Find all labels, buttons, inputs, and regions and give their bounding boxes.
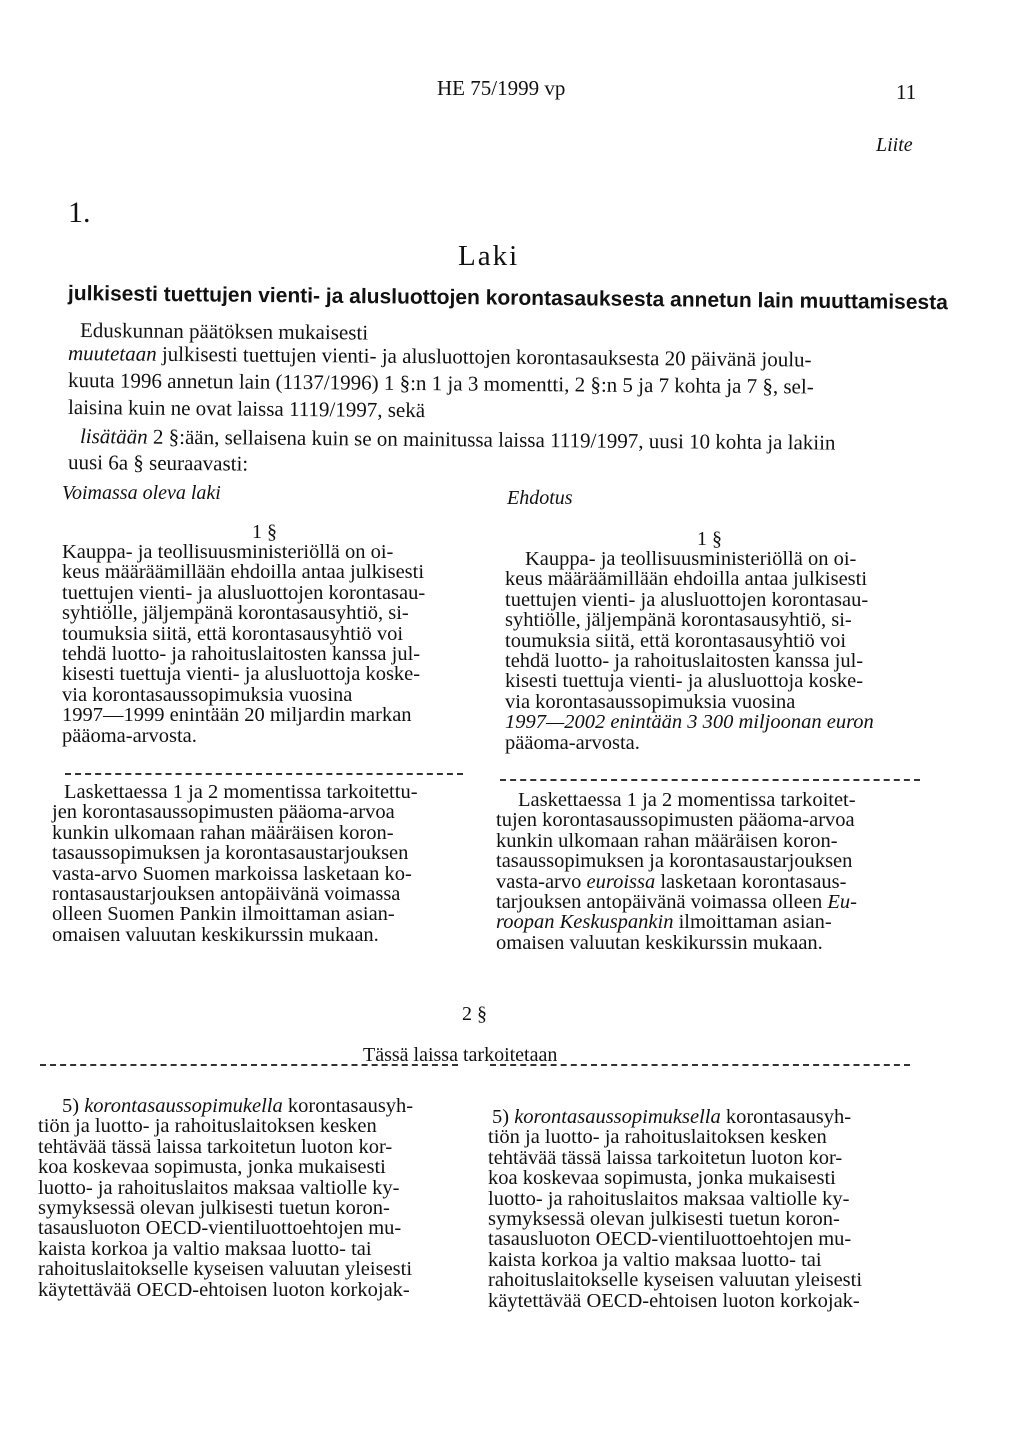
text-line: keus määräämillään ehdoilla antaa julkisesti xyxy=(505,568,868,591)
section-2-intro: Tässä laissa tarkoitetaan xyxy=(363,1044,558,1066)
text-line xyxy=(496,912,921,932)
text-line: symyksessä olevan julkisesti tuetun koron- xyxy=(488,1208,840,1231)
text-line: tasausluoton OECD-vientiluottoehtojen mu- xyxy=(38,1217,402,1240)
text-line: pääoma-arvosta. xyxy=(62,724,197,747)
text-line: omaisen valuutan keskikurssin mukaan. xyxy=(52,923,379,946)
text-line xyxy=(496,872,921,892)
text-line: tiön ja luotto- ja rahoituslaitoksen kesken xyxy=(38,1115,377,1138)
text-line: toumuksia siitä, että korontasausyhtiö voi xyxy=(505,629,847,652)
text-line: tuettujen vienti- ja alusluottojen korontasau- xyxy=(505,588,869,611)
text-fragment: lasketaan korontasaus- xyxy=(655,870,847,893)
left-section-1-paragraph-2 xyxy=(52,782,472,945)
text-line: koa koskevaa sopimusta, jonka mukaisesti xyxy=(488,1167,836,1190)
text-line: tuettujen vienti- ja alusluottojen korontasau- xyxy=(62,581,426,604)
page-number: 11 xyxy=(896,80,917,104)
text-line: luotto- ja rahoituslaitos maksaa valtiolle ky- xyxy=(38,1176,400,1199)
text-line: tasaussopimuksen ja korontasaustarjouksen xyxy=(52,842,409,865)
text-line: 1997—1999 enintään 20 miljardin markan xyxy=(62,704,412,727)
intro-line-4: laisina kuin ne ovat laissa 1119/1997, sekä xyxy=(67,395,426,423)
text-line: rahoituslaitokselle kyseisen valuutan yleisesti xyxy=(488,1269,863,1292)
text-line: tiön ja luotto- ja rahoituslaitoksen kesken xyxy=(488,1126,827,1149)
text-line: syhtiölle, jäljempänä korontasausyhtiö, si- xyxy=(62,602,409,625)
law-title: julkisesti tuettujen vienti- ja alusluottojen korontasauksesta annetun lain muuttamisesta xyxy=(67,282,948,315)
omission-divider xyxy=(490,1064,910,1066)
text-line: symyksessä olevan julkisesti tuetun koron- xyxy=(38,1197,390,1220)
text-line xyxy=(488,1107,913,1127)
text-line: tehdä luotto- ja rahoituslaitosten kanssa jul- xyxy=(62,643,421,666)
intro-line-3: kuuta 1996 annetun lain (1137/1996) 1 §:n 1 ja 3 momentti, 2 §:n 5 ja 7 kohta ja 7 §, sel- xyxy=(67,368,814,399)
law-number: 1. xyxy=(68,196,91,229)
text-fragment: ilmoittaman asian- xyxy=(673,911,832,934)
text-line: tasaussopimuksen ja korontasaustarjouksen xyxy=(496,850,853,873)
text-fragment: tarjouksen antopäivänä voimassa olleen xyxy=(496,891,828,914)
omission-divider xyxy=(500,779,920,781)
text-line: syhtiölle, jäljempänä korontasausyhtiö, si- xyxy=(505,609,852,632)
text-line: tehtävää tässä laissa tarkoitetun luoton kor- xyxy=(38,1135,393,1158)
intro-line-5: lisätään 2 §:ään, sellaisena kuin se on mainitussa laissa 1119/1997, uusi 10 kohta ja lakiin xyxy=(79,424,836,455)
intro-line-6: uusi 6a § seuraavasti: xyxy=(67,450,249,476)
text-line: pääoma-arvosta. xyxy=(505,731,640,754)
text-line: tehdä luotto- ja rahoituslaitosten kanssa jul- xyxy=(505,650,864,673)
text-line: via korontasaussopimuksia vuosina xyxy=(505,690,796,713)
text-line: kisesti tuettuja vienti- ja alusluottoja koske- xyxy=(505,670,864,693)
left-section-1-paragraph-1 xyxy=(62,542,470,746)
text-line: kaista korkoa ja valtio maksaa luotto- tai xyxy=(38,1237,372,1260)
text-line: käytettävää OECD-ehtoisen luoton korkojak- xyxy=(38,1278,410,1301)
item-number: 5) xyxy=(62,1095,85,1117)
text-line: koa koskevaa sopimusta, jonka mukaisesti xyxy=(38,1156,386,1179)
right-section-1-paragraph-2 xyxy=(496,790,921,953)
left-column-heading: Voimassa oleva laki xyxy=(62,482,221,504)
text-line: Laskettaessa 1 ja 2 momentissa tarkoitettu- xyxy=(64,781,418,803)
amended-term: roopan Keskuspankin xyxy=(496,911,674,934)
text-fragment: korontasausyh- xyxy=(282,1095,414,1117)
text-line: tasausluoton OECD-vientiluottoehtojen mu- xyxy=(488,1228,852,1251)
text-line: via korontasaussopimuksia vuosina xyxy=(62,683,353,706)
document-id: HE 75/1999 vp xyxy=(437,76,566,100)
left-section-2-item-5 xyxy=(38,1096,458,1300)
omission-divider xyxy=(65,773,463,775)
text-line: luotto- ja rahoituslaitos maksaa valtiolle ky- xyxy=(488,1187,850,1210)
text-line: Kauppa- ja teollisuusministeriöllä on oi- xyxy=(525,548,857,570)
amended-term: euroissa xyxy=(586,870,656,893)
amended-term: Eu- xyxy=(827,891,857,914)
left-section-1-heading: 1 § xyxy=(252,521,277,543)
intro-line-2: muutetaan julkisesti tuettujen vienti- ja alusluottojen korontasauksesta 20 päivänä joulu- xyxy=(67,341,812,372)
text-line: käytettävää OECD-ehtoisen luoton korkojak- xyxy=(488,1289,860,1312)
right-section-1-paragraph-1 xyxy=(505,549,920,753)
text-line: toumuksia siitä, että korontasausyhtiö voi xyxy=(62,622,404,645)
text-line: kisesti tuettuja vienti- ja alusluottoja koske- xyxy=(62,663,421,686)
text-line: rontasaustarjouksen antopäivänä voimassa xyxy=(52,883,401,906)
text-line xyxy=(496,892,921,912)
text-line: kaista korkoa ja valtio maksaa luotto- tai xyxy=(488,1248,822,1271)
section-2-heading: 2 § xyxy=(462,1003,487,1025)
intro-line-1: Eduskunnan päätöksen mukaisesti xyxy=(79,318,369,345)
item-number: 5) xyxy=(492,1106,515,1128)
text-line xyxy=(38,1096,458,1116)
text-line: olleen Suomen Pankin ilmoittaman asian- xyxy=(52,903,395,926)
text-line: keus määräämillään ehdoilla antaa julkisesti xyxy=(62,561,425,584)
text-line: tujen korontasaussopimusten pääoma-arvoa xyxy=(496,809,855,832)
appendix-label: Liite xyxy=(876,134,913,156)
text-line: omaisen valuutan keskikurssin mukaan. xyxy=(496,931,823,954)
law-heading: Laki xyxy=(458,240,520,272)
defined-term: korontasaussopimuksella xyxy=(514,1106,721,1128)
text-line: Laskettaessa 1 ja 2 momentissa tarkoitet- xyxy=(518,789,856,811)
right-column-heading: Ehdotus xyxy=(507,487,573,509)
right-section-1-heading: 1 § xyxy=(697,528,722,550)
text-fragment: vasta-arvo xyxy=(496,870,587,893)
defined-term: korontasaussopimukella xyxy=(84,1095,283,1117)
text-line-amended: 1997—2002 enintään 3 300 miljoonan euron xyxy=(505,711,874,734)
text-line: Kauppa- ja teollisuusministeriöllä on oi- xyxy=(62,541,394,563)
text-fragment: korontasausyh- xyxy=(720,1106,852,1128)
text-line: tehtävää tässä laissa tarkoitetun luoton kor- xyxy=(488,1146,843,1169)
text-line: jen korontasaussopimusten pääoma-arvoa xyxy=(52,801,395,824)
text-line: vasta-arvo Suomen markoissa lasketaan ko- xyxy=(52,862,412,885)
text-line: rahoituslaitokselle kyseisen valuutan yleisesti xyxy=(38,1258,413,1281)
text-line: kunkin ulkomaan rahan määräisen koron- xyxy=(496,829,838,852)
text-line: kunkin ulkomaan rahan määräisen koron- xyxy=(52,821,394,844)
right-section-2-item-5 xyxy=(488,1107,913,1311)
